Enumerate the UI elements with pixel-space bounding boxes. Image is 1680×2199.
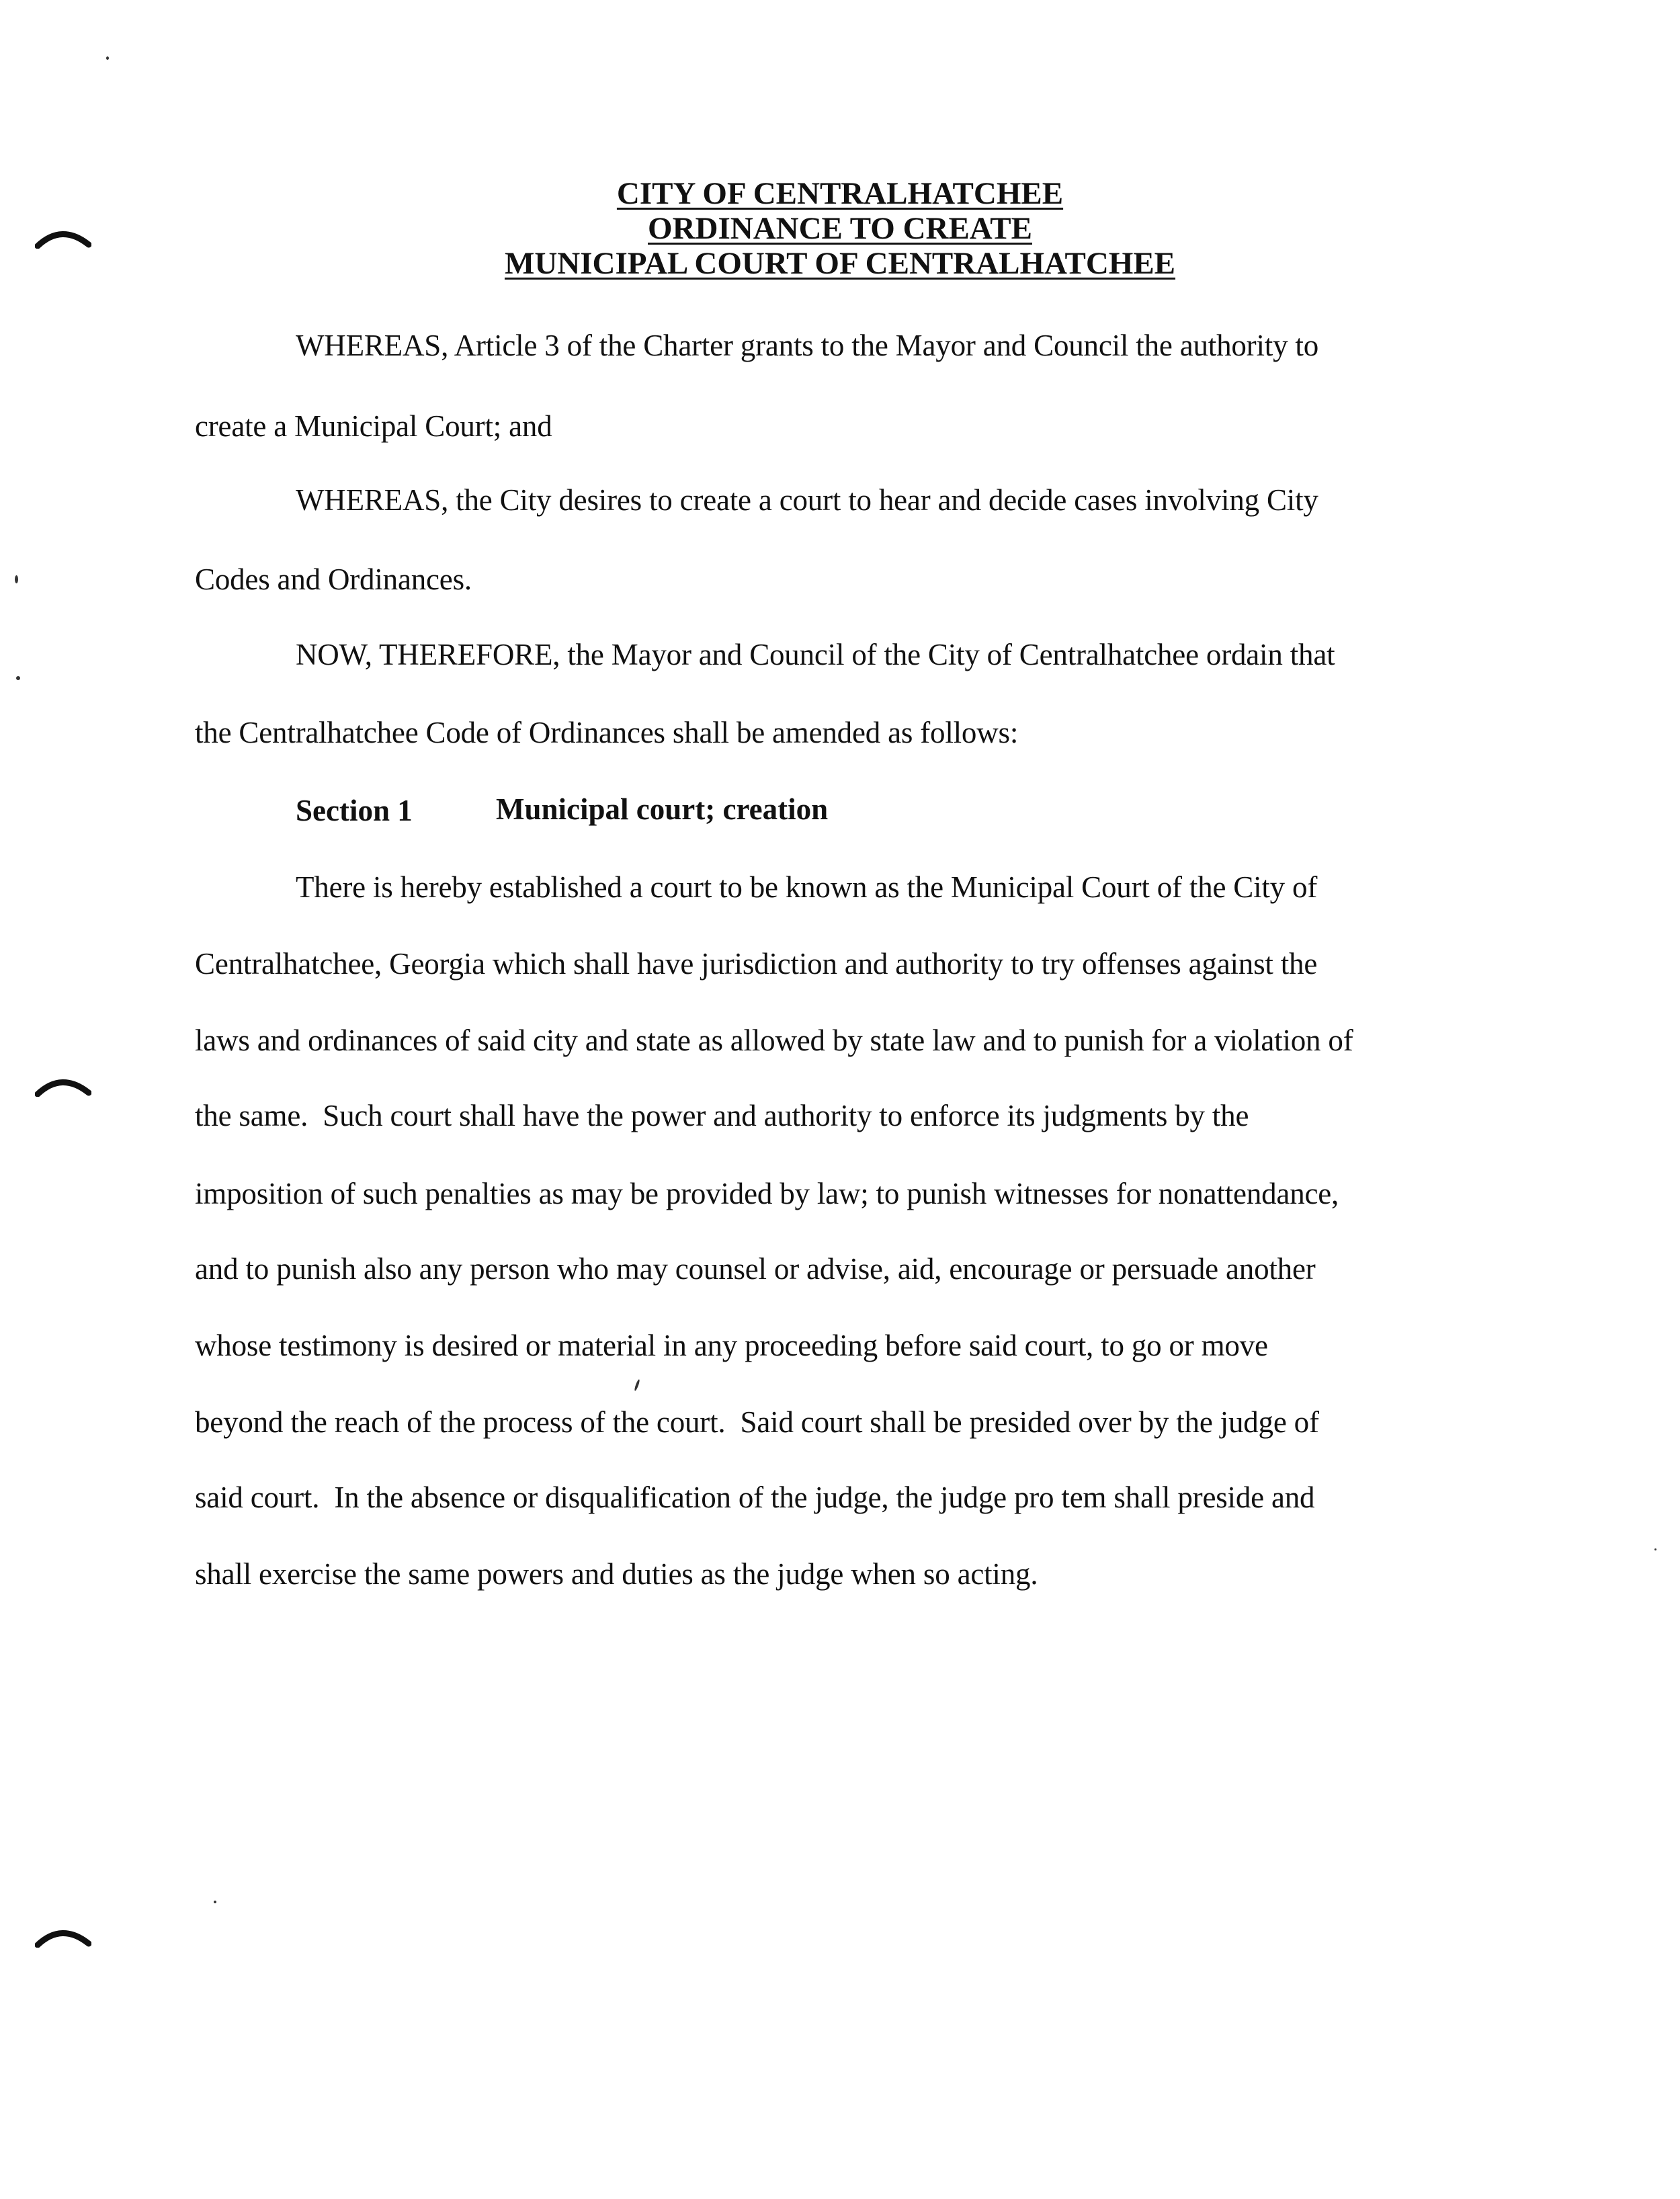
enactment-line-1: NOW, THEREFORE, the Mayor and Council of the City of Centralhatchee ordain that [296, 638, 1335, 671]
recital-2-line-2: Codes and Ordinances. [195, 563, 472, 596]
section-body-line: the same. Such court shall have the power and authority to enforce its judgments by the [195, 1099, 1249, 1132]
recital-2-line-1: WHEREAS, the City desires to create a court to hear and decide cases involving City [296, 483, 1318, 517]
section-body-line: imposition of such penalties as may be provided by law; to punish witnesses for nonattendance, [195, 1177, 1339, 1210]
title-line-2: ORDINANCE TO CREATE [648, 211, 1032, 246]
section-body-line: Centralhatchee, Georgia which shall have jurisdiction and authority to try offenses against the [195, 947, 1318, 981]
scan-speck [16, 676, 20, 680]
section-body-line: whose testimony is desired or material in any proceeding before said court, to go or move [195, 1329, 1268, 1362]
section-body-line: said court. In the absence or disqualification of the judge, the judge pro tem shall preside and [195, 1481, 1315, 1514]
section-body-line: beyond the reach of the process of the court. Said court shall be presided over by the judge of [195, 1405, 1319, 1439]
scan-speck [214, 1901, 216, 1903]
section-body-line: shall exercise the same powers and duties as the judge when so acting. [195, 1557, 1038, 1591]
section-body-line: There is hereby established a court to be known as the Municipal Court of the City of [296, 870, 1318, 904]
section-body-line: and to punish also any person who may counsel or advise, aid, encourage or persuade another [195, 1252, 1316, 1286]
enactment-line-2: the Centralhatchee Code of Ordinances shall be amended as follows: [195, 716, 1019, 749]
hole-punch-mark-middle [35, 1070, 91, 1097]
scan-speck [1654, 1548, 1656, 1550]
section-heading: Municipal court; creation [496, 792, 829, 826]
recital-1-line-2: create a Municipal Court; and [195, 409, 552, 443]
document-title [0, 176, 1680, 281]
hole-punch-mark-bottom [35, 1921, 91, 1948]
title-line-1: CITY OF CENTRALHATCHEE [616, 176, 1064, 211]
scan-speck [634, 1379, 640, 1391]
scan-speck [15, 575, 18, 583]
title-line-3: MUNICIPAL COURT OF CENTRALHATCHEE [504, 246, 1176, 281]
scan-speck [106, 56, 109, 60]
section-number: Section 1 [296, 794, 413, 827]
section-body-line: laws and ordinances of said city and state as allowed by state law and to punish for a violation of [195, 1024, 1353, 1057]
recital-1-line-1: WHEREAS, Article 3 of the Charter grants to the Mayor and Council the authority to [296, 329, 1319, 362]
